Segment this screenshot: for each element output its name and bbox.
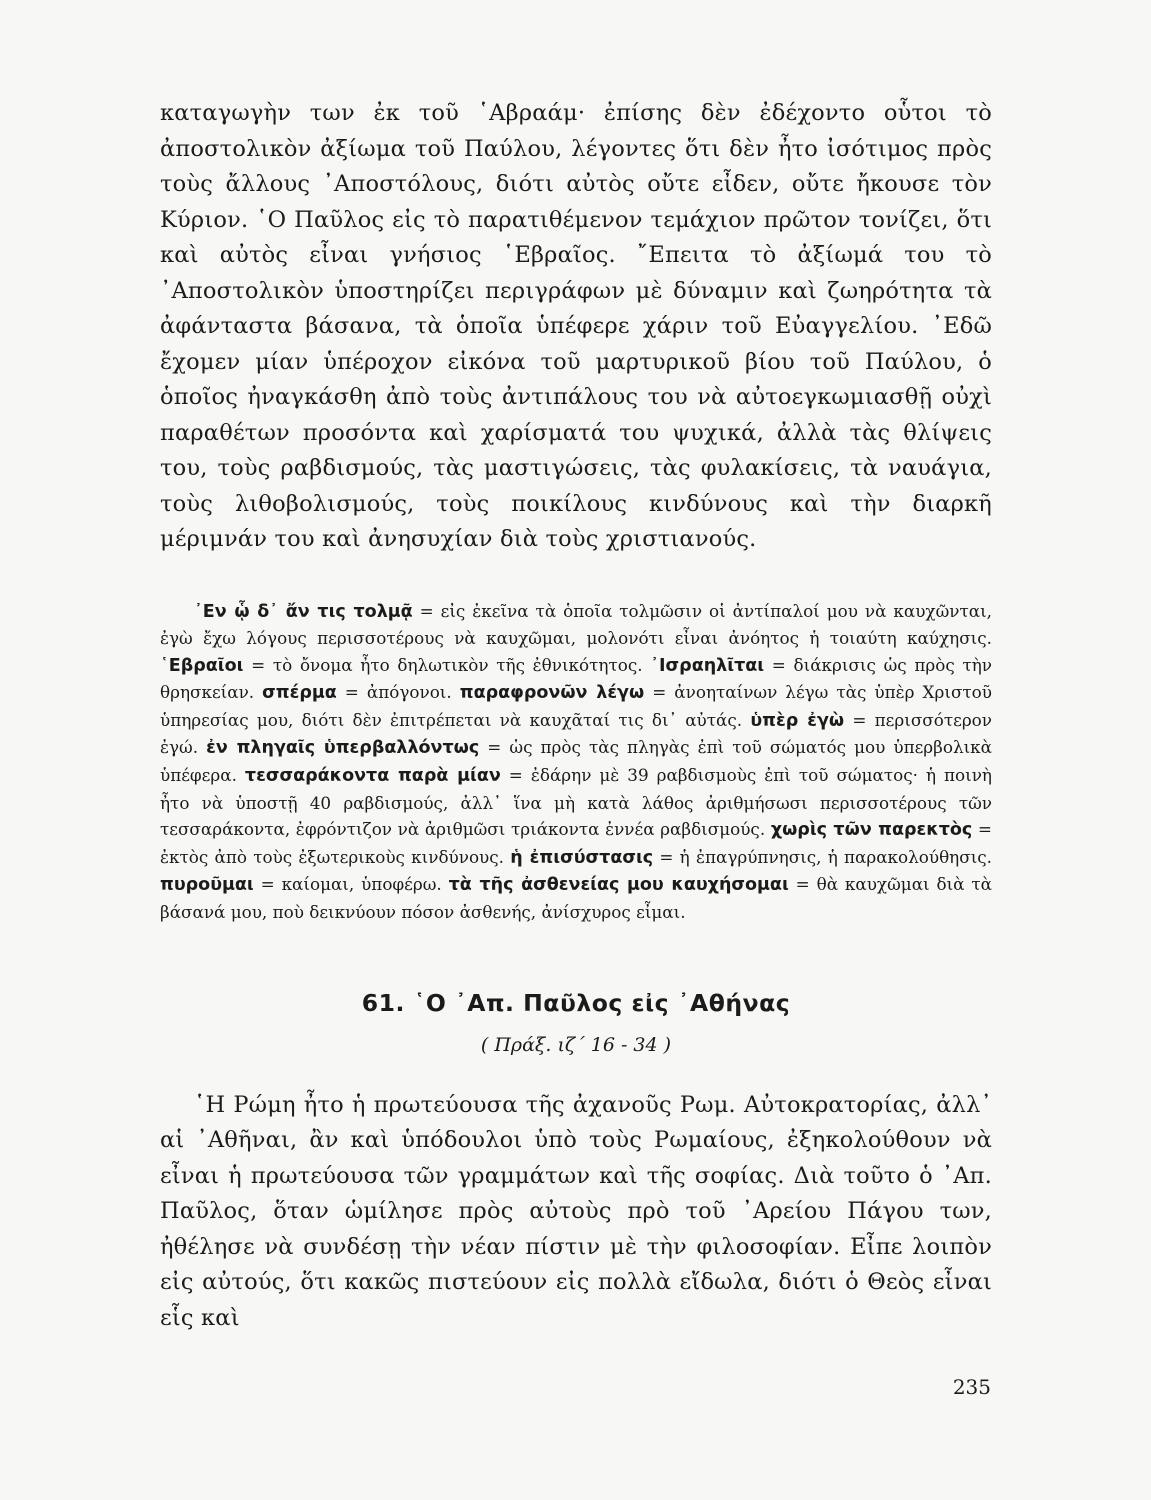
note-term: χωρὶς τῶν παρεκτὸς <box>770 820 973 841</box>
note-term: ᾿Ισραηλῖται <box>650 655 765 676</box>
note-definition: = θὰ καυχῶμαι διὰ τὰ βάσανά μου, ποὺ δεικνύουν πόσον ἀσθενής, ἀνίσχυρος εἶμαι. <box>160 874 992 923</box>
note-term: πυροῦμαι <box>160 875 254 896</box>
page-content <box>160 96 992 1336</box>
note-definition: = ἀνοηταίνων λέγω τὰς ὑπὲρ Χριστοῦ ὑπηρεσίας μου, διότι δὲν ἐπιτρέπεται νὰ καυχᾶταί τις δι᾿ αὐτάς. <box>160 682 992 730</box>
note-definition: = περισσότερον ἐγώ. <box>160 709 992 758</box>
page-number: 235 <box>952 1375 991 1399</box>
note-term: σπέρμα <box>262 683 337 704</box>
note-term: τεσσαράκοντα παρὰ μίαν <box>244 766 501 787</box>
note-definition: = ἡ ἐπαγρύπνησις, ἡ παρακολούθησις. <box>653 846 993 867</box>
note-term: ᾿Εν ᾧ δ᾿ ἄν τις τολμᾷ <box>194 601 413 622</box>
section-paragraph: ῾Η Ρώμη ἦτο ἡ πρωτεύουσα τῆς ἀχανοῦς Ρωμ. Αὐτοκρατορίας, ἀλλ᾿ αἱ ᾿Αθῆναι, ἂν καὶ ὑπόδουλοι ὑπὸ τοὺς Ρωμαίους, ἐξηκολούθουν νὰ εἶναι ἡ πρωτεύουσα τῶν γραμμάτων καὶ τῆς σοφίας. Διὰ τοῦτο ὁ ᾿Απ. Παῦλος, ὅταν ὡμίλησε πρὸς αὐτοὺς πρὸ τοῦ ᾿Αρείου Πάγου των, ἠθέλησε νὰ συνδέσῃ τὴν νέαν πίστιν μὲ τὴν φιλοσοφίαν. Εἶπε λοιπὸν εἰς αὐτούς, ὅτι κακῶς πιστεύουν εἰς πολλὰ εἴδωλα, διότι ὁ Θεὸς εἶναι εἷς καὶ <box>160 1091 992 1331</box>
section-reference: ( Πράξ. ιζ΄ 16 - 34 ) <box>480 1033 672 1056</box>
note-definition: = ἐδάρην μὲ 39 ραβδισμοὺς ἐπὶ τοῦ σώματος· ἡ ποινὴ ἦτο νὰ ὑποστῇ 40 ραβδισμούς, ἀλλ᾿ ἵνα μὴ κατὰ λάθος ἀριθμήσωσι περισσοτέρους τῶν τεσσαράκοντα, ἐφρόντιζον νὰ ἀριθμῶσι τριάκοντα ἐννέα ραβδισμούς. <box>160 765 992 840</box>
note-term: ὑπὲρ ἐγὼ <box>750 710 845 731</box>
note-definition: = ἐκτὸς ἀπὸ τοὺς ἐξωτερικοὺς κινδύνους. <box>160 819 992 867</box>
section-title: 61. ῾Ο ᾿Απ. Παῦλος εἰς ᾿Αθήνας <box>361 988 791 1017</box>
footnotes <box>160 598 992 926</box>
note-term: ῾Εβραῖοι <box>160 655 244 676</box>
note-definition: = τὸ ὄνομα ἦτο δηλωτικὸν τῆς ἐθνικότητος. <box>243 654 651 675</box>
note-definition: = διάκρισις ὡς πρὸς τὴν θρησκείαν. <box>160 654 992 703</box>
note-term: παραφρονῶν λέγω <box>459 683 645 704</box>
note-term: ἡ ἐπισύστασις <box>510 847 654 868</box>
note-definition: = ἀπόγονοι. <box>336 682 460 703</box>
note-term: ἐν πληγαῖς ὑπερβαλλόντως <box>206 738 480 759</box>
note-term: τὰ τῆς ἀσθενείας μου καυχήσομαι <box>448 875 789 896</box>
main-paragraph: καταγωγὴν των ἐκ τοῦ ῾Αβραάμ· ἐπίσης δὲν ἐδέχοντο οὗτοι τὸ ἀποστολικὸν ἀξίωμα τοῦ Παύλου, λέγοντες ὅτι δὲν ἦτο ἰσότιμος πρὸς τοὺς ἄλλους ᾿Αποστόλους, διότι αὐτὸς οὔτε εἶδεν, οὔτε ἤκουσε τὸν Κύριον. ῾Ο Παῦλος εἰς τὸ παρατιθέμενον τεμάχιον πρῶτον τονίζει, ὅτι καὶ αὐτὸς εἶναι γνήσιος ῾Εβραῖος. ῎Επειτα τὸ ἀξίωμά του τὸ ᾿Αποστολικὸν ὑποστηρίζει περιγράφων μὲ δύναμιν καὶ ζωηρότητα τὰ ἀφάνταστα βάσανα, τὰ ὁποῖα ὑπέφερε χάριν τοῦ Εὐαγγελίου. ᾿Εδῶ ἔχομεν μίαν ὑπέροχον εἰκόνα τοῦ μαρτυρικοῦ βίου τοῦ Παύλου, ὁ ὁποῖος ἠναγκάσθη ἀπὸ τοὺς ἀντιπάλους του νὰ αὐτοεγκωμιασθῇ οὐχὶ παραθέτων προσόντα καὶ χαρίσματά του ψυχικά, ἀλλὰ τὰς θλίψεις του, τοὺς ραβδισμούς, τὰς μαστιγώσεις, τὰς φυλακίσεις, τὰ ναυάγια, τοὺς λιθοβολισμούς, τοὺς ποικίλους κινδύνους καὶ τὴν διαρκῆ μέριμνάν του καὶ ἀνησυχίαν διὰ τοὺς χριστιανούς. <box>160 100 992 552</box>
note-definition: = καίομαι, ὑποφέρω. <box>253 874 449 895</box>
note-definition: = ὡς πρὸς τὰς πληγὰς ἐπὶ τοῦ σώματός μου ὑπερβολικὰ ὑπέφερα. <box>160 737 992 786</box>
note-definition: = εἰς ἐκεῖνα τὰ ὁποῖα τολμῶσιν οἱ ἀντίπαλοί μου νὰ καυχῶνται, ἐγὼ ἔχω λόγους περισσοτέρους νὰ καυχῶμαι, μολονότι εἶναι ἀνόητος ἡ τοιαύτη καύχησις. <box>160 600 992 649</box>
